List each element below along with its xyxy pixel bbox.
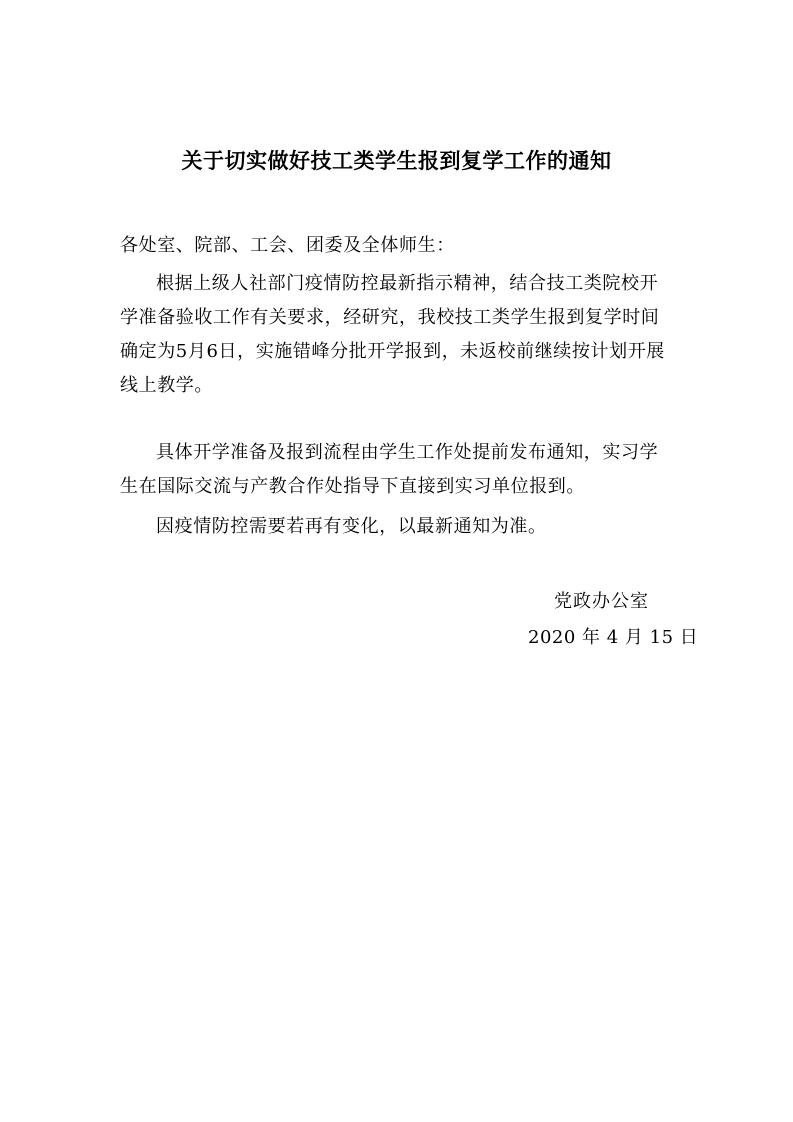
salutation: 各处室、院部、工会、团委及全体师生： bbox=[120, 235, 455, 256]
document-title: 关于切实做好技工类学生报到复学工作的通知 bbox=[181, 149, 612, 173]
paragraph-2: 具体开学准备及报到流程由学生工作处提前发布通知，实习学生在国际交流与产教合作处指导下直接到实习单位报到。 bbox=[120, 442, 659, 497]
paragraph-3: 因疫情防控需要若再有变化，以最新通知为准。 bbox=[156, 516, 547, 537]
signature-date: 2020 年 4 月 15 日 bbox=[528, 627, 699, 648]
paragraph-1: 根据上级人社部门疫情防控最新指示精神，结合技工类院校开学准备验收工作有关要求，经研究，我校技工类学生报到复学时间确定为5月6日，实施错峰分批开学报到，未返校前继续按计划开展线上教学。 bbox=[120, 273, 665, 396]
signature-organization: 党政办公室 bbox=[554, 591, 649, 612]
